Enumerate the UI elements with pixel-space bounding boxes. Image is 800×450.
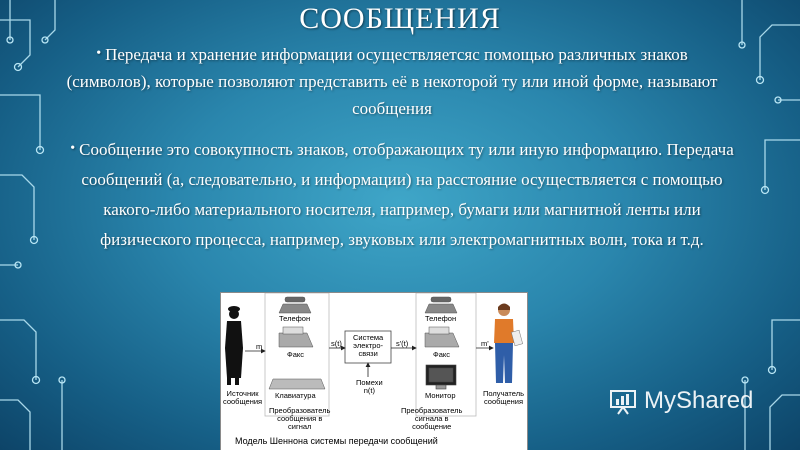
converter-left-label: Преобразователь сообщения в сигнал bbox=[269, 406, 331, 431]
diagram-drawing bbox=[221, 293, 527, 450]
receiver-label: Получатель сообщения bbox=[483, 389, 524, 406]
phone-right-label: Телефон bbox=[425, 314, 457, 323]
paragraph-1 bbox=[62, 40, 722, 122]
bullet: • bbox=[96, 46, 102, 61]
fax-right-icon bbox=[425, 327, 459, 347]
fax-right-label: Факс bbox=[433, 350, 450, 359]
keyboard-label: Клавиатура bbox=[275, 391, 316, 400]
paragraph-2-text: Сообщение это совокупность знаков, отображающих ту или иную информацию. Передача сообщений (а, следовательно, и информации) на расстояние осуществляется с помощью какого-либо материального носителя, например, бумаги или магнитной ленты или физического процесса, например, звуковых или электромагнитных волн, тока и т.д. bbox=[79, 140, 734, 249]
system-label: Система электро- связи bbox=[353, 333, 384, 358]
phone-left-label: Телефон bbox=[279, 314, 311, 323]
shannon-diagram bbox=[220, 292, 528, 450]
signal-s-prime-label: s'(t) bbox=[396, 339, 409, 348]
monitor-icon bbox=[426, 365, 456, 389]
noise-label: Помехи n(t) bbox=[356, 378, 383, 395]
fax-left-icon bbox=[279, 327, 313, 347]
signal-m-label: m bbox=[256, 342, 263, 351]
signal-s-label: s(t) bbox=[331, 339, 342, 348]
presentation-icon bbox=[609, 387, 639, 415]
signal-m-prime-label: m' bbox=[481, 339, 489, 348]
fax-left-label: Факс bbox=[287, 350, 304, 359]
source-person-icon bbox=[225, 306, 243, 385]
phone-right-icon bbox=[425, 297, 457, 313]
keyboard-icon bbox=[269, 379, 325, 389]
phone-left-icon bbox=[279, 297, 311, 313]
watermark-text: MyShared bbox=[644, 387, 754, 414]
receiver-person-icon bbox=[494, 304, 523, 384]
converter-right-label: Преобразователь сигнала в сообщение bbox=[401, 406, 463, 431]
paragraph-1-text: Передача и хранение информации осуществляетсяс помощью различных знаков (символов), которые позволяют представить её в некоторой ту или иной форме, называют сообщения bbox=[66, 45, 718, 118]
source-label: Источник сообщения bbox=[223, 389, 263, 406]
diagram-caption: Модель Шеннона системы передачи сообщений bbox=[235, 436, 438, 446]
slide-title: СООБЩЕНИЯ bbox=[299, 2, 501, 35]
monitor-label: Монитор bbox=[425, 391, 456, 400]
bullet: • bbox=[70, 141, 76, 156]
watermark bbox=[609, 387, 753, 415]
paragraph-2 bbox=[62, 134, 742, 255]
